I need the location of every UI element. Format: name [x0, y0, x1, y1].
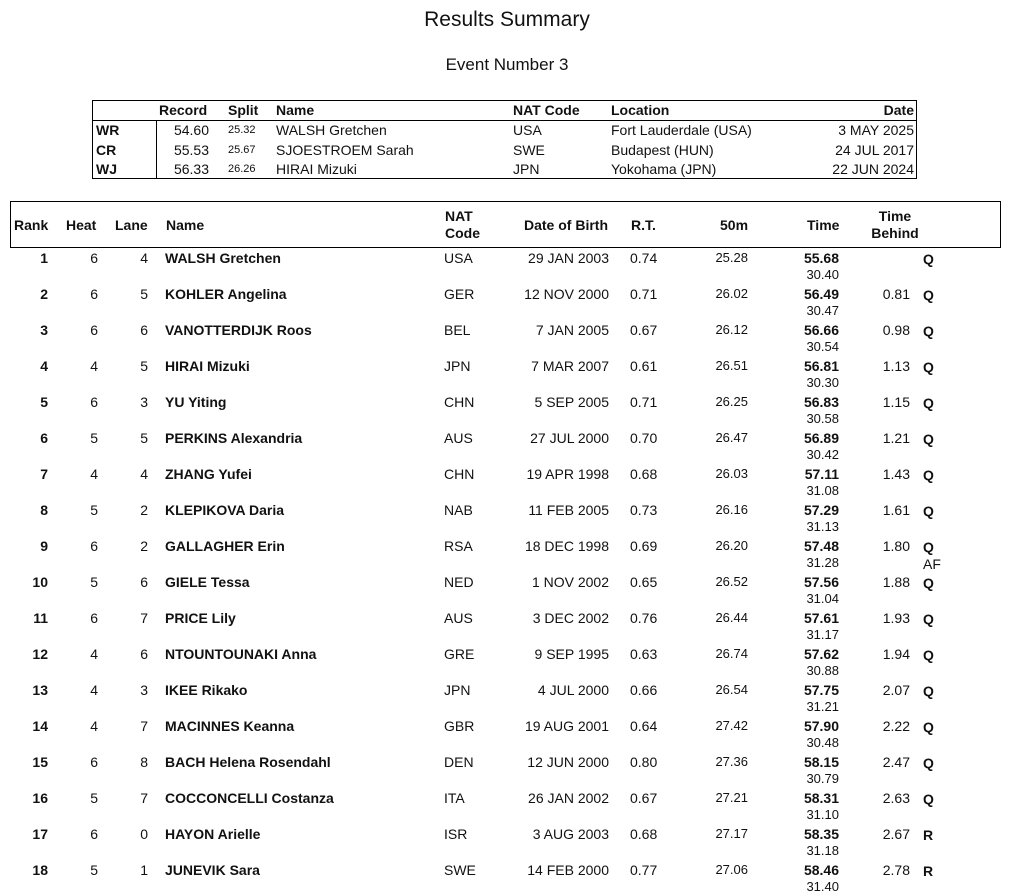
records-col-date: Date	[883, 102, 914, 118]
split-50m: 26.44	[715, 610, 748, 625]
record-type: WJ	[96, 161, 117, 177]
qualification-status: Q	[923, 683, 934, 699]
qualification-status: Q	[923, 431, 934, 447]
event-number: Event Number 3	[445, 55, 569, 74]
reaction-time: 0.64	[630, 718, 658, 734]
final-time: 57.48	[803, 538, 839, 554]
qualification-status: Q	[923, 503, 934, 519]
heat: 4	[90, 358, 98, 374]
final-time: 55.68	[803, 250, 839, 266]
second-split: 30.42	[806, 447, 839, 462]
result-row	[10, 824, 1001, 860]
record-holder: SJOESTROEM Sarah	[276, 141, 414, 158]
nat-code: ISR	[444, 826, 468, 842]
rank: 14	[32, 718, 48, 734]
col-lane: Lane	[115, 217, 148, 233]
swimmer-name: BACH Helena Rosendahl	[165, 754, 331, 770]
nat-code: CHN	[444, 394, 475, 410]
split-50m: 26.54	[715, 682, 748, 697]
reaction-time: 0.65	[630, 574, 658, 590]
rank: 18	[32, 862, 48, 878]
result-row	[10, 464, 1001, 500]
col-behind-2: Behind	[871, 225, 919, 241]
records-col-split: Split	[228, 102, 259, 118]
result-row	[10, 284, 1001, 320]
records-col-name: Name	[276, 102, 315, 118]
qualification-status: R	[923, 827, 934, 843]
second-split: 31.18	[806, 843, 839, 858]
swimmer-name: KOHLER Angelina	[165, 286, 287, 302]
swimmer-name: GIELE Tessa	[165, 574, 250, 590]
lane: 4	[140, 466, 148, 482]
date-of-birth: 19 AUG 2001	[524, 718, 609, 734]
swimmer-name: HIRAI Mizuki	[165, 358, 250, 374]
lane: 6	[140, 574, 148, 590]
qualification-status: Q	[923, 395, 934, 411]
qualification-status: Q	[923, 539, 934, 555]
records-col-location: Location	[611, 102, 670, 118]
record-holder: HIRAI Mizuki	[276, 161, 357, 177]
split-50m: 27.42	[715, 718, 748, 733]
time-behind: 1.93	[882, 610, 910, 626]
col-heat: Heat	[66, 217, 97, 233]
nat-code: AUS	[444, 610, 473, 626]
date-of-birth: 3 AUG 2003	[532, 826, 609, 842]
lane: 5	[140, 286, 148, 302]
time-behind: 2.07	[882, 682, 910, 698]
record-split: 25.32	[228, 124, 256, 136]
qualification-status: R	[923, 863, 934, 879]
result-row	[10, 716, 1001, 752]
result-row	[10, 680, 1001, 716]
split-50m: 26.12	[715, 322, 748, 337]
lane: 5	[140, 430, 148, 446]
date-of-birth: 11 FEB 2005	[528, 502, 609, 518]
rank: 15	[32, 754, 48, 770]
col-nat-2: Code	[445, 225, 480, 241]
record-split: 25.67	[228, 143, 256, 156]
final-time: 56.83	[803, 394, 839, 410]
reaction-time: 0.69	[630, 538, 658, 554]
time-behind: 1.21	[882, 430, 910, 446]
lane: 2	[140, 538, 148, 554]
rank: 2	[40, 286, 48, 302]
qualification-status: Q	[923, 719, 934, 735]
records-col-record: Record	[159, 102, 208, 118]
rank: 10	[32, 574, 48, 590]
lane: 4	[140, 250, 148, 266]
heat: 6	[90, 538, 98, 554]
time-behind: 0.98	[882, 322, 910, 338]
split-50m: 26.47	[715, 430, 748, 445]
lane: 1	[140, 862, 148, 878]
qualification-status: Q	[923, 755, 934, 771]
heat: 5	[90, 790, 98, 806]
qualification-status: Q	[923, 791, 934, 807]
final-time: 57.75	[803, 682, 839, 698]
date-of-birth: 1 NOV 2002	[531, 574, 609, 590]
split-50m: 26.03	[715, 466, 748, 481]
time-behind: 1.61	[882, 502, 910, 518]
result-row	[10, 320, 1001, 356]
final-time: 56.66	[803, 322, 839, 338]
result-row	[10, 500, 1001, 536]
second-split: 31.08	[806, 483, 839, 498]
swimmer-name: YU Yiting	[165, 394, 227, 410]
time-behind: 1.94	[882, 646, 910, 662]
rank: 11	[33, 610, 48, 626]
split-50m: 26.25	[715, 394, 748, 409]
col-dob: Date of Birth	[524, 217, 608, 233]
lane: 7	[140, 718, 148, 734]
rank: 9	[40, 538, 48, 554]
swimmer-name: HAYON Arielle	[165, 826, 261, 842]
heat: 6	[90, 754, 98, 770]
nat-code: JPN	[444, 358, 471, 374]
time-behind: 2.47	[882, 754, 910, 770]
split-50m: 26.52	[715, 574, 748, 589]
qualification-status: Q	[923, 323, 934, 339]
final-time: 57.62	[803, 646, 839, 662]
record-location: Budapest (HUN)	[611, 141, 714, 158]
nat-code: ITA	[444, 790, 465, 806]
nat-code: RSA	[444, 538, 473, 554]
record-time: 55.53	[173, 141, 209, 158]
date-of-birth: 18 DEC 1998	[524, 538, 609, 554]
split-50m: 27.36	[715, 754, 748, 769]
final-time: 57.11	[804, 466, 839, 482]
heat: 6	[90, 286, 98, 302]
col-split: 50m	[720, 217, 749, 233]
final-time: 58.35	[803, 826, 839, 842]
qualification-status: Q	[923, 287, 934, 303]
nat-code: BEL	[444, 322, 471, 338]
nat-code: GER	[444, 286, 475, 302]
rank: 12	[32, 646, 48, 662]
col-time: Time	[807, 217, 840, 233]
final-time: 56.49	[803, 286, 839, 302]
final-time: 57.29	[803, 502, 839, 518]
rank: 4	[40, 358, 48, 374]
final-time: 57.90	[803, 718, 839, 734]
heat: 6	[90, 826, 98, 842]
swimmer-name: COCCONCELLI Costanza	[165, 790, 334, 806]
qualification-status: Q	[923, 611, 934, 627]
split-50m: 27.06	[715, 862, 748, 877]
nat-code: AUS	[444, 430, 473, 446]
second-split: 30.40	[806, 267, 839, 282]
heat: 5	[90, 574, 98, 590]
date-of-birth: 26 JAN 2002	[528, 790, 609, 806]
qualification-status: Q	[923, 359, 934, 375]
heat: 6	[90, 394, 98, 410]
record-nat: SWE	[513, 141, 545, 158]
date-of-birth: 12 NOV 2000	[524, 286, 609, 302]
lane: 2	[140, 502, 148, 518]
lane: 6	[140, 322, 148, 338]
reaction-time: 0.68	[630, 466, 658, 482]
result-row	[10, 644, 1001, 680]
lane: 3	[140, 394, 148, 410]
split-50m: 26.20	[715, 538, 748, 553]
time-behind: 1.15	[882, 394, 910, 410]
record-nat: USA	[513, 122, 542, 138]
time-behind: 1.88	[882, 574, 910, 590]
nat-code: CHN	[444, 466, 475, 482]
final-time: 58.46	[803, 862, 839, 878]
heat: 4	[90, 682, 98, 698]
qualification-status: Q	[923, 251, 934, 267]
second-split: 31.17	[806, 627, 839, 642]
split-50m: 26.16	[715, 502, 748, 517]
record-date: 22 JUN 2024	[832, 161, 914, 177]
second-split: 31.04	[806, 591, 839, 606]
result-row	[10, 752, 1001, 788]
date-of-birth: 3 DEC 2002	[532, 610, 609, 626]
qualification-status: Q	[923, 647, 934, 663]
reaction-time: 0.71	[630, 286, 658, 302]
heat: 4	[90, 646, 98, 662]
second-split: 31.28	[806, 555, 839, 570]
record-location: Fort Lauderdale (USA)	[611, 122, 752, 138]
time-behind: 2.78	[882, 862, 910, 878]
reaction-time: 0.61	[630, 358, 658, 374]
results-list	[10, 248, 1001, 896]
results-header	[10, 201, 1001, 248]
swimmer-name: PERKINS Alexandria	[165, 430, 303, 446]
rank: 6	[40, 430, 48, 446]
heat: 4	[90, 466, 98, 482]
lane: 8	[140, 754, 148, 770]
heat: 5	[90, 430, 98, 446]
record-type: CR	[96, 141, 117, 158]
heat: 6	[90, 610, 98, 626]
split-50m: 26.02	[715, 286, 748, 301]
records-header	[93, 101, 918, 120]
reaction-time: 0.63	[630, 646, 658, 662]
final-time: 56.89	[803, 430, 839, 446]
nat-code: DEN	[444, 754, 474, 770]
reaction-time: 0.80	[630, 754, 658, 770]
swimmer-name: ZHANG Yufei	[165, 466, 252, 482]
reaction-time: 0.67	[630, 790, 658, 806]
time-behind: 1.80	[882, 538, 910, 554]
second-split: 31.21	[806, 699, 839, 714]
date-of-birth: 9 SEP 1995	[534, 646, 609, 662]
page-title: Results Summary	[424, 8, 590, 31]
col-name: Name	[166, 217, 205, 233]
second-split: 30.54	[806, 339, 839, 354]
result-row	[10, 572, 1001, 608]
nat-code: JPN	[444, 682, 471, 698]
date-of-birth: 29 JAN 2003	[528, 250, 609, 266]
second-split: 31.10	[806, 807, 839, 822]
nat-code: SWE	[444, 862, 476, 878]
final-time: 57.56	[803, 574, 839, 590]
record-date: 24 JUL 2017	[835, 141, 914, 158]
reaction-time: 0.77	[630, 862, 658, 878]
result-row	[10, 788, 1001, 824]
reaction-time: 0.76	[630, 610, 658, 626]
heat: 5	[90, 502, 98, 518]
record-row	[93, 160, 918, 179]
date-of-birth: 4 JUL 2000	[537, 682, 609, 698]
result-row	[10, 356, 1001, 392]
final-time: 58.31	[803, 790, 839, 806]
split-50m: 27.21	[715, 790, 748, 805]
record-date: 3 MAY 2025	[838, 122, 914, 138]
records-col-nat: NAT Code	[513, 102, 580, 118]
reaction-time: 0.67	[630, 322, 658, 338]
record-type: WR	[96, 122, 120, 138]
split-50m: 25.28	[715, 250, 748, 265]
record-row	[93, 121, 918, 140]
second-split: 30.30	[806, 375, 839, 390]
date-of-birth: 7 MAR 2007	[531, 358, 609, 374]
date-of-birth: 27 JUL 2000	[530, 430, 609, 446]
lane: 7	[140, 610, 148, 626]
time-behind: 2.63	[882, 790, 910, 806]
time-behind: 0.81	[882, 286, 910, 302]
split-50m: 26.51	[715, 358, 748, 373]
reaction-time: 0.71	[630, 394, 658, 410]
result-row	[10, 248, 1001, 284]
rank: 8	[40, 502, 48, 518]
record-split: 26.26	[228, 163, 256, 175]
record-row	[93, 141, 918, 160]
reaction-time: 0.68	[630, 826, 658, 842]
second-split: 30.47	[806, 303, 839, 318]
split-50m: 27.17	[715, 826, 748, 841]
swimmer-name: GALLAGHER Erin	[165, 538, 285, 554]
lane: 3	[140, 682, 148, 698]
swimmer-name: WALSH Gretchen	[165, 250, 281, 266]
second-split: 30.79	[806, 771, 839, 786]
rank: 3	[40, 322, 48, 338]
time-behind: 2.67	[882, 826, 910, 842]
reaction-time: 0.70	[630, 430, 658, 446]
date-of-birth: 12 JUN 2000	[527, 754, 609, 770]
col-rt: R.T.	[631, 217, 656, 233]
reaction-time: 0.73	[630, 502, 658, 518]
swimmer-name: IKEE Rikako	[165, 682, 248, 698]
second-split: 31.40	[806, 879, 839, 894]
heat: 5	[90, 862, 98, 878]
swimmer-name: KLEPIKOVA Daria	[165, 502, 285, 518]
date-of-birth: 19 APR 1998	[526, 466, 609, 482]
lane: 7	[140, 790, 148, 806]
nat-code: NED	[444, 574, 474, 590]
qualification-note: AF	[923, 556, 941, 572]
second-split: 30.48	[806, 735, 839, 750]
swimmer-name: JUNEVIK Sara	[165, 862, 260, 878]
swimmer-name: MACINNES Keanna	[165, 718, 295, 734]
lane: 6	[140, 646, 148, 662]
qualification-status: Q	[923, 467, 934, 483]
rank: 13	[32, 682, 48, 698]
swimmer-name: NTOUNTOUNAKI Anna	[165, 646, 317, 662]
time-behind: 1.43	[882, 466, 910, 482]
record-nat: JPN	[513, 161, 540, 177]
reaction-time: 0.66	[630, 682, 658, 698]
heat: 4	[90, 718, 98, 734]
nat-code: NAB	[444, 502, 473, 518]
final-time: 57.61	[803, 610, 839, 626]
rank: 5	[40, 394, 48, 410]
result-row	[10, 608, 1001, 644]
date-of-birth: 14 FEB 2000	[527, 862, 609, 878]
rank: 7	[40, 466, 48, 482]
record-holder: WALSH Gretchen	[276, 122, 387, 138]
lane: 5	[140, 358, 148, 374]
nat-code: USA	[444, 250, 473, 266]
record-location: Yokohama (JPN)	[611, 161, 717, 177]
second-split: 30.58	[806, 411, 839, 426]
record-time: 56.33	[173, 161, 209, 177]
final-time: 58.15	[803, 754, 839, 770]
heat: 6	[90, 322, 98, 338]
rank: 17	[32, 826, 48, 842]
date-of-birth: 7 JAN 2005	[535, 322, 609, 338]
time-behind: 2.22	[882, 718, 910, 734]
heat: 6	[90, 250, 98, 266]
reaction-time: 0.74	[630, 250, 658, 266]
result-row	[10, 428, 1001, 464]
rank: 1	[40, 250, 48, 266]
final-time: 56.81	[803, 358, 839, 374]
col-behind-1: Time	[878, 208, 912, 224]
swimmer-name: PRICE Lily	[165, 610, 236, 626]
time-behind: 1.13	[882, 358, 910, 374]
second-split: 30.88	[806, 663, 839, 678]
col-nat-1: NAT	[445, 208, 473, 224]
result-row	[10, 536, 1001, 572]
col-rank: Rank	[14, 217, 49, 233]
split-50m: 26.74	[715, 646, 748, 661]
swimmer-name: VANOTTERDIJK Roos	[165, 322, 312, 338]
nat-code: GRE	[444, 646, 475, 662]
nat-code: GBR	[444, 718, 475, 734]
records-table	[92, 100, 917, 179]
rank: 16	[32, 790, 48, 806]
lane: 0	[140, 826, 148, 842]
record-time: 54.60	[173, 122, 209, 138]
second-split: 31.13	[806, 519, 839, 534]
date-of-birth: 5 SEP 2005	[534, 394, 609, 410]
qualification-status: Q	[923, 575, 934, 591]
result-row	[10, 392, 1001, 428]
